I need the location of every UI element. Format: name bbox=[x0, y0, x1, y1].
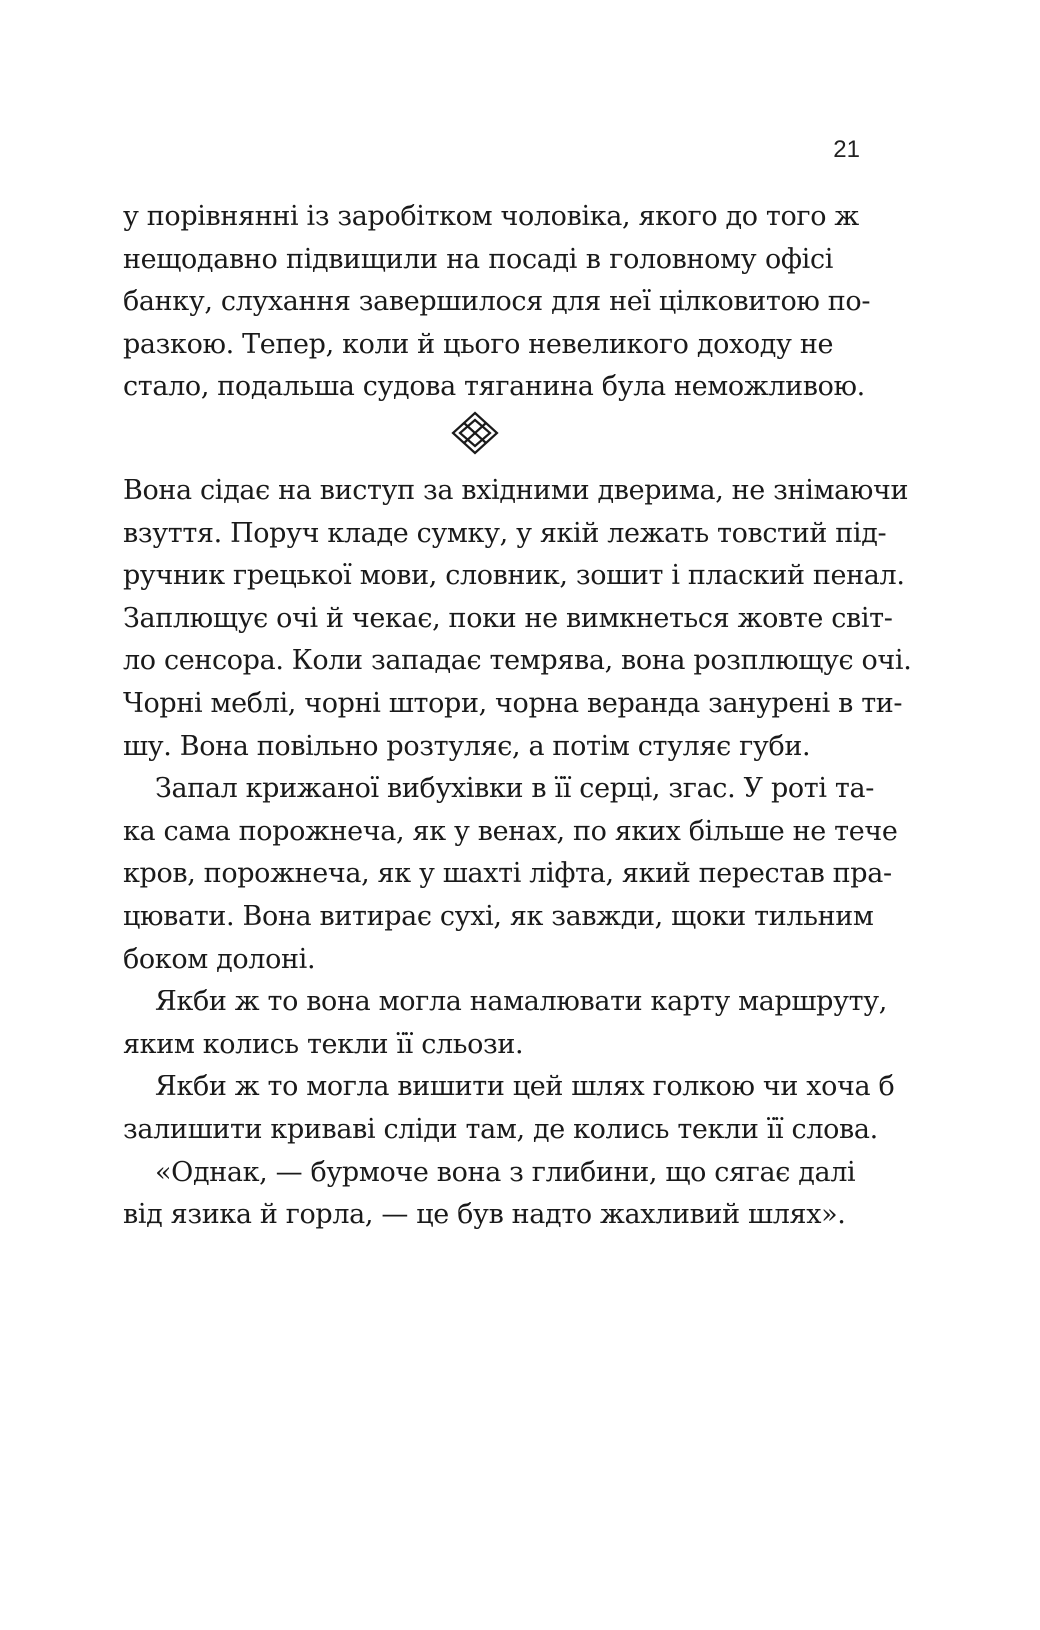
text-line: Запал крижаної вибухівки в її серці, згас. У роті та- bbox=[155, 773, 874, 805]
section-body bbox=[123, 470, 912, 1237]
text-line: ручник грецької мови, словник, зошит і плаский пенал. bbox=[123, 560, 905, 592]
text-line: боком долоні. bbox=[123, 943, 316, 975]
text-line: банку, слухання завершилося для неї цілковитою по- bbox=[123, 286, 871, 318]
text-line: ло сенсора. Коли западає темрява, вона розплющує очі. bbox=[123, 645, 912, 677]
text-line: ка сама порожнеча, як у венах, по яких більше не тече bbox=[123, 815, 898, 847]
text-line: від язика й горла, — це був надто жахливий шлях». bbox=[123, 1199, 846, 1231]
text-line: Якби ж то вона могла намалювати карту маршруту, bbox=[155, 986, 888, 1018]
text-line: Чорні меблі, чорні штори, чорна веранда занурені в ти- bbox=[123, 687, 903, 719]
text-line: Заплющує очі й чекає, поки не вимкнеться жовте світ- bbox=[123, 602, 893, 634]
text-line: шу. Вона повільно розтуляє, а потім стуляє губи. bbox=[123, 730, 811, 762]
text-line: взуття. Поруч кладе сумку, у якій лежать товстий під- bbox=[123, 517, 887, 549]
text-line: нещодавно підвищили на посаді в головному офісі bbox=[123, 243, 833, 275]
text-line: у порівнянні із заробітком чоловіка, якого до того ж bbox=[123, 201, 859, 232]
paragraph-continuation bbox=[123, 196, 871, 409]
text-line: залишити криваві сліди там, де колись текли її слова. bbox=[123, 1113, 878, 1145]
text-line: стало, подальша судова тяганина була неможливою. bbox=[123, 371, 865, 403]
text-line: Вона сідає на виступ за вхідними дверима, не знімаючи bbox=[123, 475, 909, 506]
text-line: яким колись текли її сльози. bbox=[123, 1028, 524, 1060]
text-line: «Однак, — бурмоче вона з глибини, що сягає далі bbox=[155, 1156, 856, 1188]
page-number: 21 bbox=[833, 136, 860, 163]
text-line: кров, порожнеча, як у шахті ліфта, який перестав пра- bbox=[123, 858, 892, 890]
text-line: разкою. Тепер, коли й цього невеликого доходу не bbox=[123, 328, 834, 360]
text-line: Якби ж то могла вишити цей шлях голкою чи хоча б bbox=[155, 1071, 895, 1103]
diamond-ornament-icon bbox=[450, 410, 500, 456]
text-line: цювати. Вона витирає сухі, як завжди, щоки тильним bbox=[123, 900, 874, 932]
